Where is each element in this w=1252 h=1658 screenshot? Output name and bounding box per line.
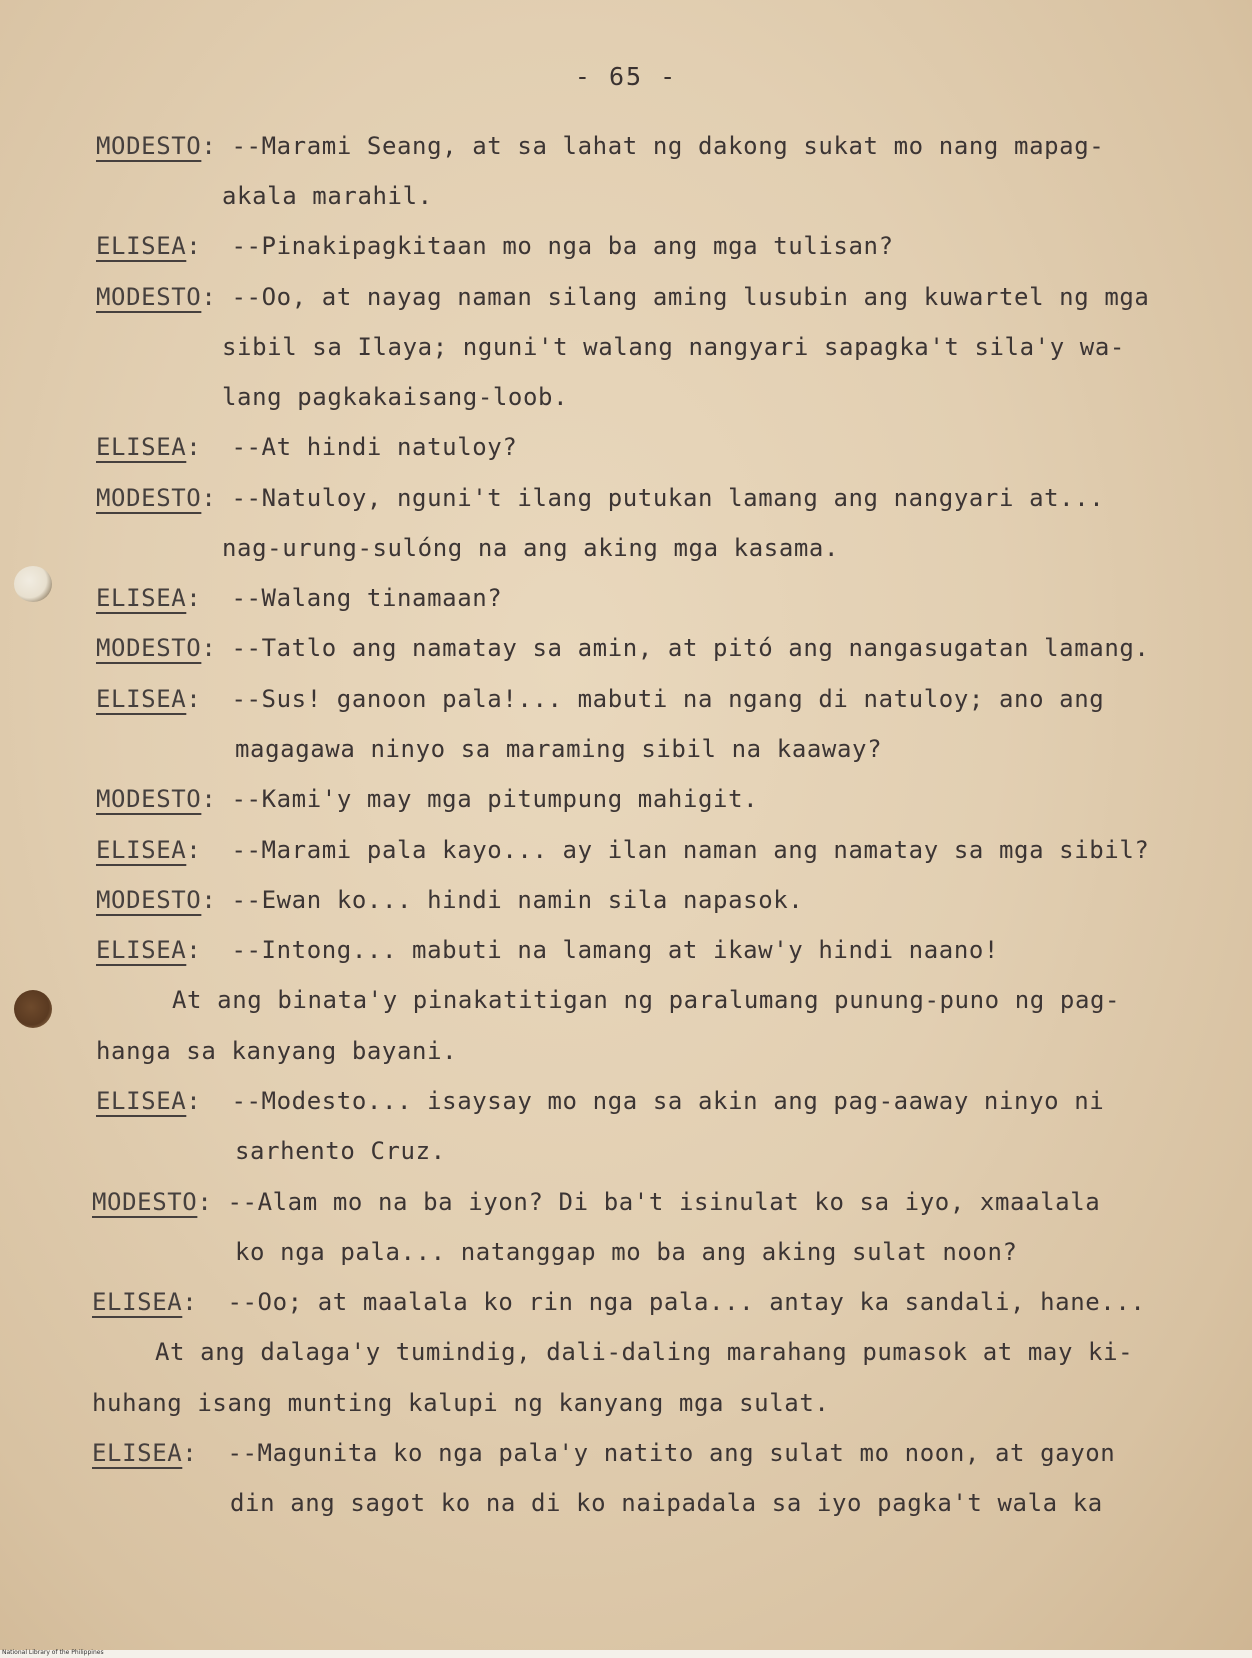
line-text: --Tatlo ang namatay sa amin, at pitó ang nangasugatan lamang. [216,634,1150,662]
line-text: huhang isang munting kalupi ng kanyang mga sulat. [92,1389,830,1417]
line-text: --Natuloy, nguni't ilang putukan lamang ang nangyari at... [216,484,1105,512]
speaker-colon: : [186,936,202,964]
line-text: sibil sa Ilaya; nguni't walang nangyari sapagka't sila'y wa- [222,333,1125,361]
line-text: --Sus! ganoon pala!... mabuti na ngang di natuloy; ano ang [201,685,1105,713]
text-line [230,1489,1103,1517]
speaker-name: ELISEA [92,1439,183,1467]
speaker-colon: : [186,232,202,260]
speaker-colon: : [201,283,217,311]
speaker-name: ELISEA [96,685,187,713]
speaker-name: MODESTO [96,634,202,662]
footer-strip [0,1650,1252,1658]
text-line [222,534,839,562]
speaker-name: ELISEA [96,1087,187,1115]
speaker-name: ELISEA [96,936,187,964]
speaker-colon: : [197,1188,213,1216]
dialogue-line [96,232,894,260]
speaker-name: ELISEA [96,433,187,461]
speaker-name: ELISEA [96,584,187,612]
speaker-colon: : [201,634,217,662]
line-text: --Pinakipagkitaan mo nga ba ang mga tulisan? [201,232,894,260]
line-text: ko nga pala... natanggap mo ba ang aking sulat noon? [235,1238,1018,1266]
dialogue-line [96,936,999,964]
text-line [92,1389,829,1417]
speaker-colon: : [201,785,217,813]
line-text: --Marami Seang, at sa lahat ng dakong sukat mo nang mapag- [216,132,1105,160]
speaker-name: ELISEA [96,232,187,260]
punch-hole [14,990,52,1028]
speaker-colon: : [186,685,202,713]
line-text: --Walang tinamaan? [201,584,503,612]
line-text: --Modesto... isaysay mo nga sa akin ang pag-aaway ninyo ni [201,1087,1105,1115]
line-text: --Marami pala kayo... ay ilan naman ang namatay sa mga sibil? [201,836,1150,864]
page-number: - 65 - [574,62,678,91]
line-text: nag-urung-sulóng na ang aking mga kasama. [222,534,840,562]
speaker-colon: : [182,1439,198,1467]
speaker-colon: : [186,836,202,864]
text-line [222,182,433,210]
text-line [235,1238,1018,1266]
dialogue-line [96,433,517,461]
speaker-name: MODESTO [96,484,202,512]
line-text: --Ewan ko... hindi namin sila napasok. [216,886,804,914]
line-text: --Kami'y may mga pitumpung mahigit. [216,785,759,813]
text-line [235,1137,446,1165]
dialogue-line [96,685,1104,713]
dialogue-line [96,484,1104,512]
speaker-colon: : [201,132,217,160]
dialogue-line [92,1188,1100,1216]
dialogue-line [96,584,502,612]
footer-credit: National Library of the Philippines [2,1649,104,1656]
dialogue-line [96,785,758,813]
dialogue-line [92,1439,1115,1467]
dialogue-line [92,1288,1145,1316]
text-line [222,383,568,411]
dialogue-line [96,634,1149,662]
line-text: sarhento Cruz. [235,1137,446,1165]
dialogue-line [96,1087,1104,1115]
line-text: --Oo, at nayag naman silang aming lusubin ang kuwartel ng mga [216,283,1150,311]
line-text: At ang dalaga'y tumindig, dali-daling marahang pumasok at may ki- [155,1338,1134,1366]
speaker-colon: : [186,584,202,612]
line-text: akala marahil. [222,182,433,210]
dialogue-line [96,836,1149,864]
speaker-colon: : [186,1087,202,1115]
line-text: hanga sa kanyang bayani. [96,1037,458,1065]
text-line [96,1037,457,1065]
speaker-name: MODESTO [96,886,202,914]
speaker-name: MODESTO [92,1188,198,1216]
line-text: At ang binata'y pinakatitigan ng paralumang punung-puno ng pag- [172,986,1121,1014]
speaker-colon: : [182,1288,198,1316]
line-text: --Intong... mabuti na lamang at ikaw'y hindi naano! [201,936,999,964]
line-text: lang pagkakaisang-loob. [222,383,569,411]
speaker-colon: : [201,484,217,512]
text-line [155,1338,1133,1366]
line-text: --At hindi natuloy? [201,433,518,461]
line-text: --Magunita ko nga pala'y natito ang sulat mo noon, at gayon [197,1439,1116,1467]
dialogue-line [96,132,1104,160]
dialogue-line [96,886,803,914]
dialogue-line [96,283,1149,311]
line-text: --Oo; at maalala ko rin nga pala... antay ka sandali, hane... [197,1288,1146,1316]
punch-hole [14,566,52,602]
speaker-colon: : [186,433,202,461]
speaker-colon: : [201,886,217,914]
line-text: --Alam mo na ba iyon? Di ba't isinulat ko sa iyo, xmaalala [212,1188,1101,1216]
speaker-name: ELISEA [96,836,187,864]
speaker-name: MODESTO [96,785,202,813]
speaker-name: MODESTO [96,132,202,160]
text-line [235,735,882,763]
speaker-name: MODESTO [96,283,202,311]
speaker-name: ELISEA [92,1288,183,1316]
line-text: magagawa ninyo sa maraming sibil na kaaway? [235,735,883,763]
text-line [172,986,1120,1014]
line-text: din ang sagot ko na di ko naipadala sa iyo pagka't wala ka [230,1489,1103,1517]
text-line [222,333,1125,361]
